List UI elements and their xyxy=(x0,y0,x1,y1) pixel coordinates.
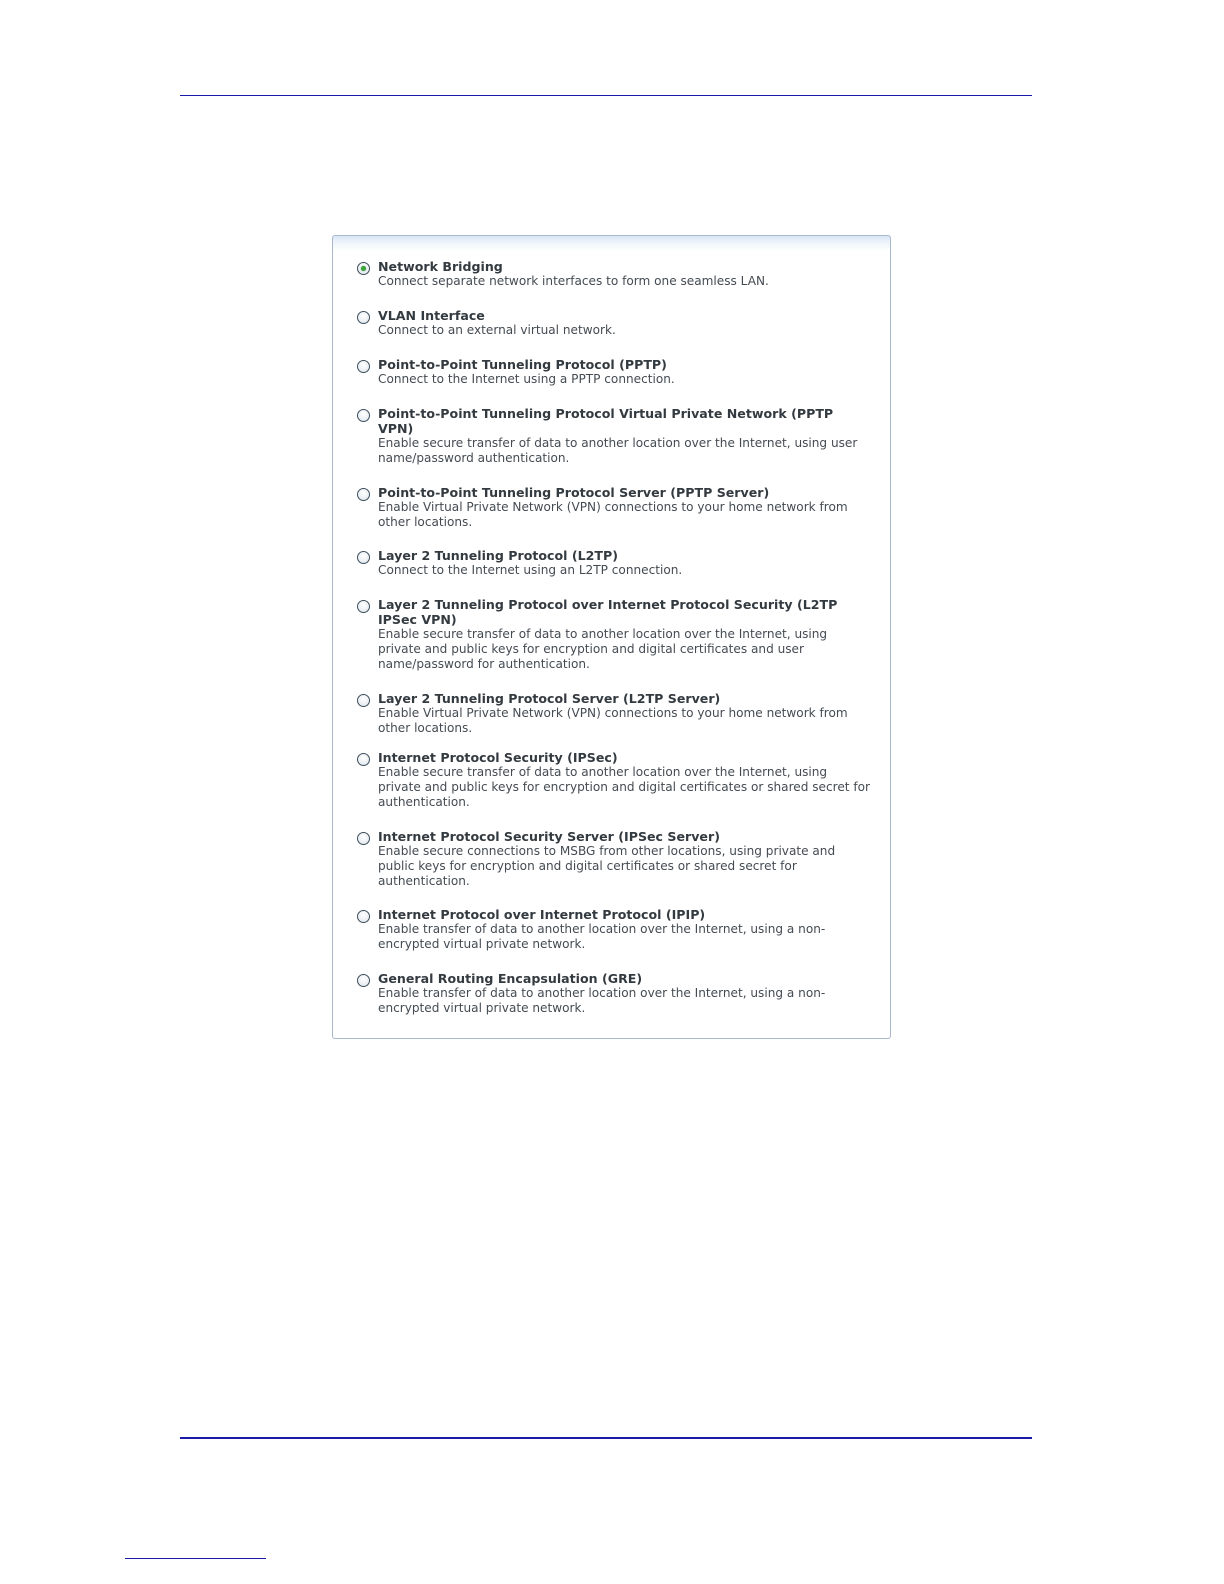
footer-rule xyxy=(180,1437,1032,1439)
option-description: Enable secure transfer of data to another location over the Internet, using user name/password authentication. xyxy=(378,436,858,465)
option-description: Enable Virtual Private Network (VPN) connections to your home network from other locations. xyxy=(378,706,848,735)
footnote-rule xyxy=(125,1558,266,1559)
option-description: Connect separate network interfaces to form one seamless LAN. xyxy=(378,274,769,288)
radio-button[interactable] xyxy=(357,551,370,564)
option-title[interactable]: Point-to-Point Tunneling Protocol Virtual Private Network (PPTP VPN) xyxy=(378,406,834,436)
option-title[interactable]: General Routing Encapsulation (GRE) xyxy=(378,971,643,986)
radio-button[interactable] xyxy=(357,600,370,613)
radio-button[interactable] xyxy=(357,311,370,324)
option-description: Enable transfer of data to another location over the Internet, using a non-encrypted virtual private network. xyxy=(378,986,826,1015)
option-title[interactable]: Layer 2 Tunneling Protocol over Internet Protocol Security (L2TP IPSec VPN) xyxy=(378,597,838,627)
option-description: Enable secure transfer of data to another location over the Internet, using private and public keys for encryption and digital certificates or shared secret for authentication. xyxy=(378,765,870,809)
option-description: Enable secure transfer of data to another location over the Internet, using private and public keys for encryption and digital certificates and user name/password for authentication. xyxy=(378,627,828,671)
radio-button[interactable] xyxy=(357,832,370,845)
option-title[interactable]: Layer 2 Tunneling Protocol (L2TP) xyxy=(378,548,618,563)
radio-button[interactable] xyxy=(357,409,370,422)
option-title[interactable]: Layer 2 Tunneling Protocol Server (L2TP Server) xyxy=(378,691,721,706)
option-title[interactable]: Internet Protocol Security (IPSec) xyxy=(378,750,618,765)
radio-button[interactable] xyxy=(357,694,370,707)
option-title[interactable]: Point-to-Point Tunneling Protocol Server (PPTP Server) xyxy=(378,485,770,500)
radio-button-selected[interactable] xyxy=(357,262,370,275)
radio-button[interactable] xyxy=(357,910,370,923)
option-description: Connect to the Internet using an L2TP connection. xyxy=(378,563,683,577)
option-title[interactable]: VLAN Interface xyxy=(378,308,485,323)
connection-type-panel xyxy=(332,235,891,1039)
radio-button[interactable] xyxy=(357,488,370,501)
header-rule xyxy=(180,95,1032,96)
option-description: Enable Virtual Private Network (VPN) connections to your home network from other locations. xyxy=(378,500,848,529)
option-title[interactable]: Network Bridging xyxy=(378,259,503,274)
option-title[interactable]: Internet Protocol Security Server (IPSec Server) xyxy=(378,829,720,844)
option-description: Connect to an external virtual network. xyxy=(378,323,616,337)
radio-button[interactable] xyxy=(357,974,370,987)
option-description: Enable secure connections to MSBG from other locations, using private and public keys for encryption and digital certificates or shared secret for authentication. xyxy=(378,844,836,888)
radio-button[interactable] xyxy=(357,360,370,373)
option-title[interactable]: Internet Protocol over Internet Protocol (IPIP) xyxy=(378,907,706,922)
radio-button[interactable] xyxy=(357,753,370,766)
option-title[interactable]: Point-to-Point Tunneling Protocol (PPTP) xyxy=(378,357,667,372)
option-description: Enable transfer of data to another location over the Internet, using a non-encrypted virtual private network. xyxy=(378,922,826,951)
option-description: Connect to the Internet using a PPTP connection. xyxy=(378,372,675,386)
